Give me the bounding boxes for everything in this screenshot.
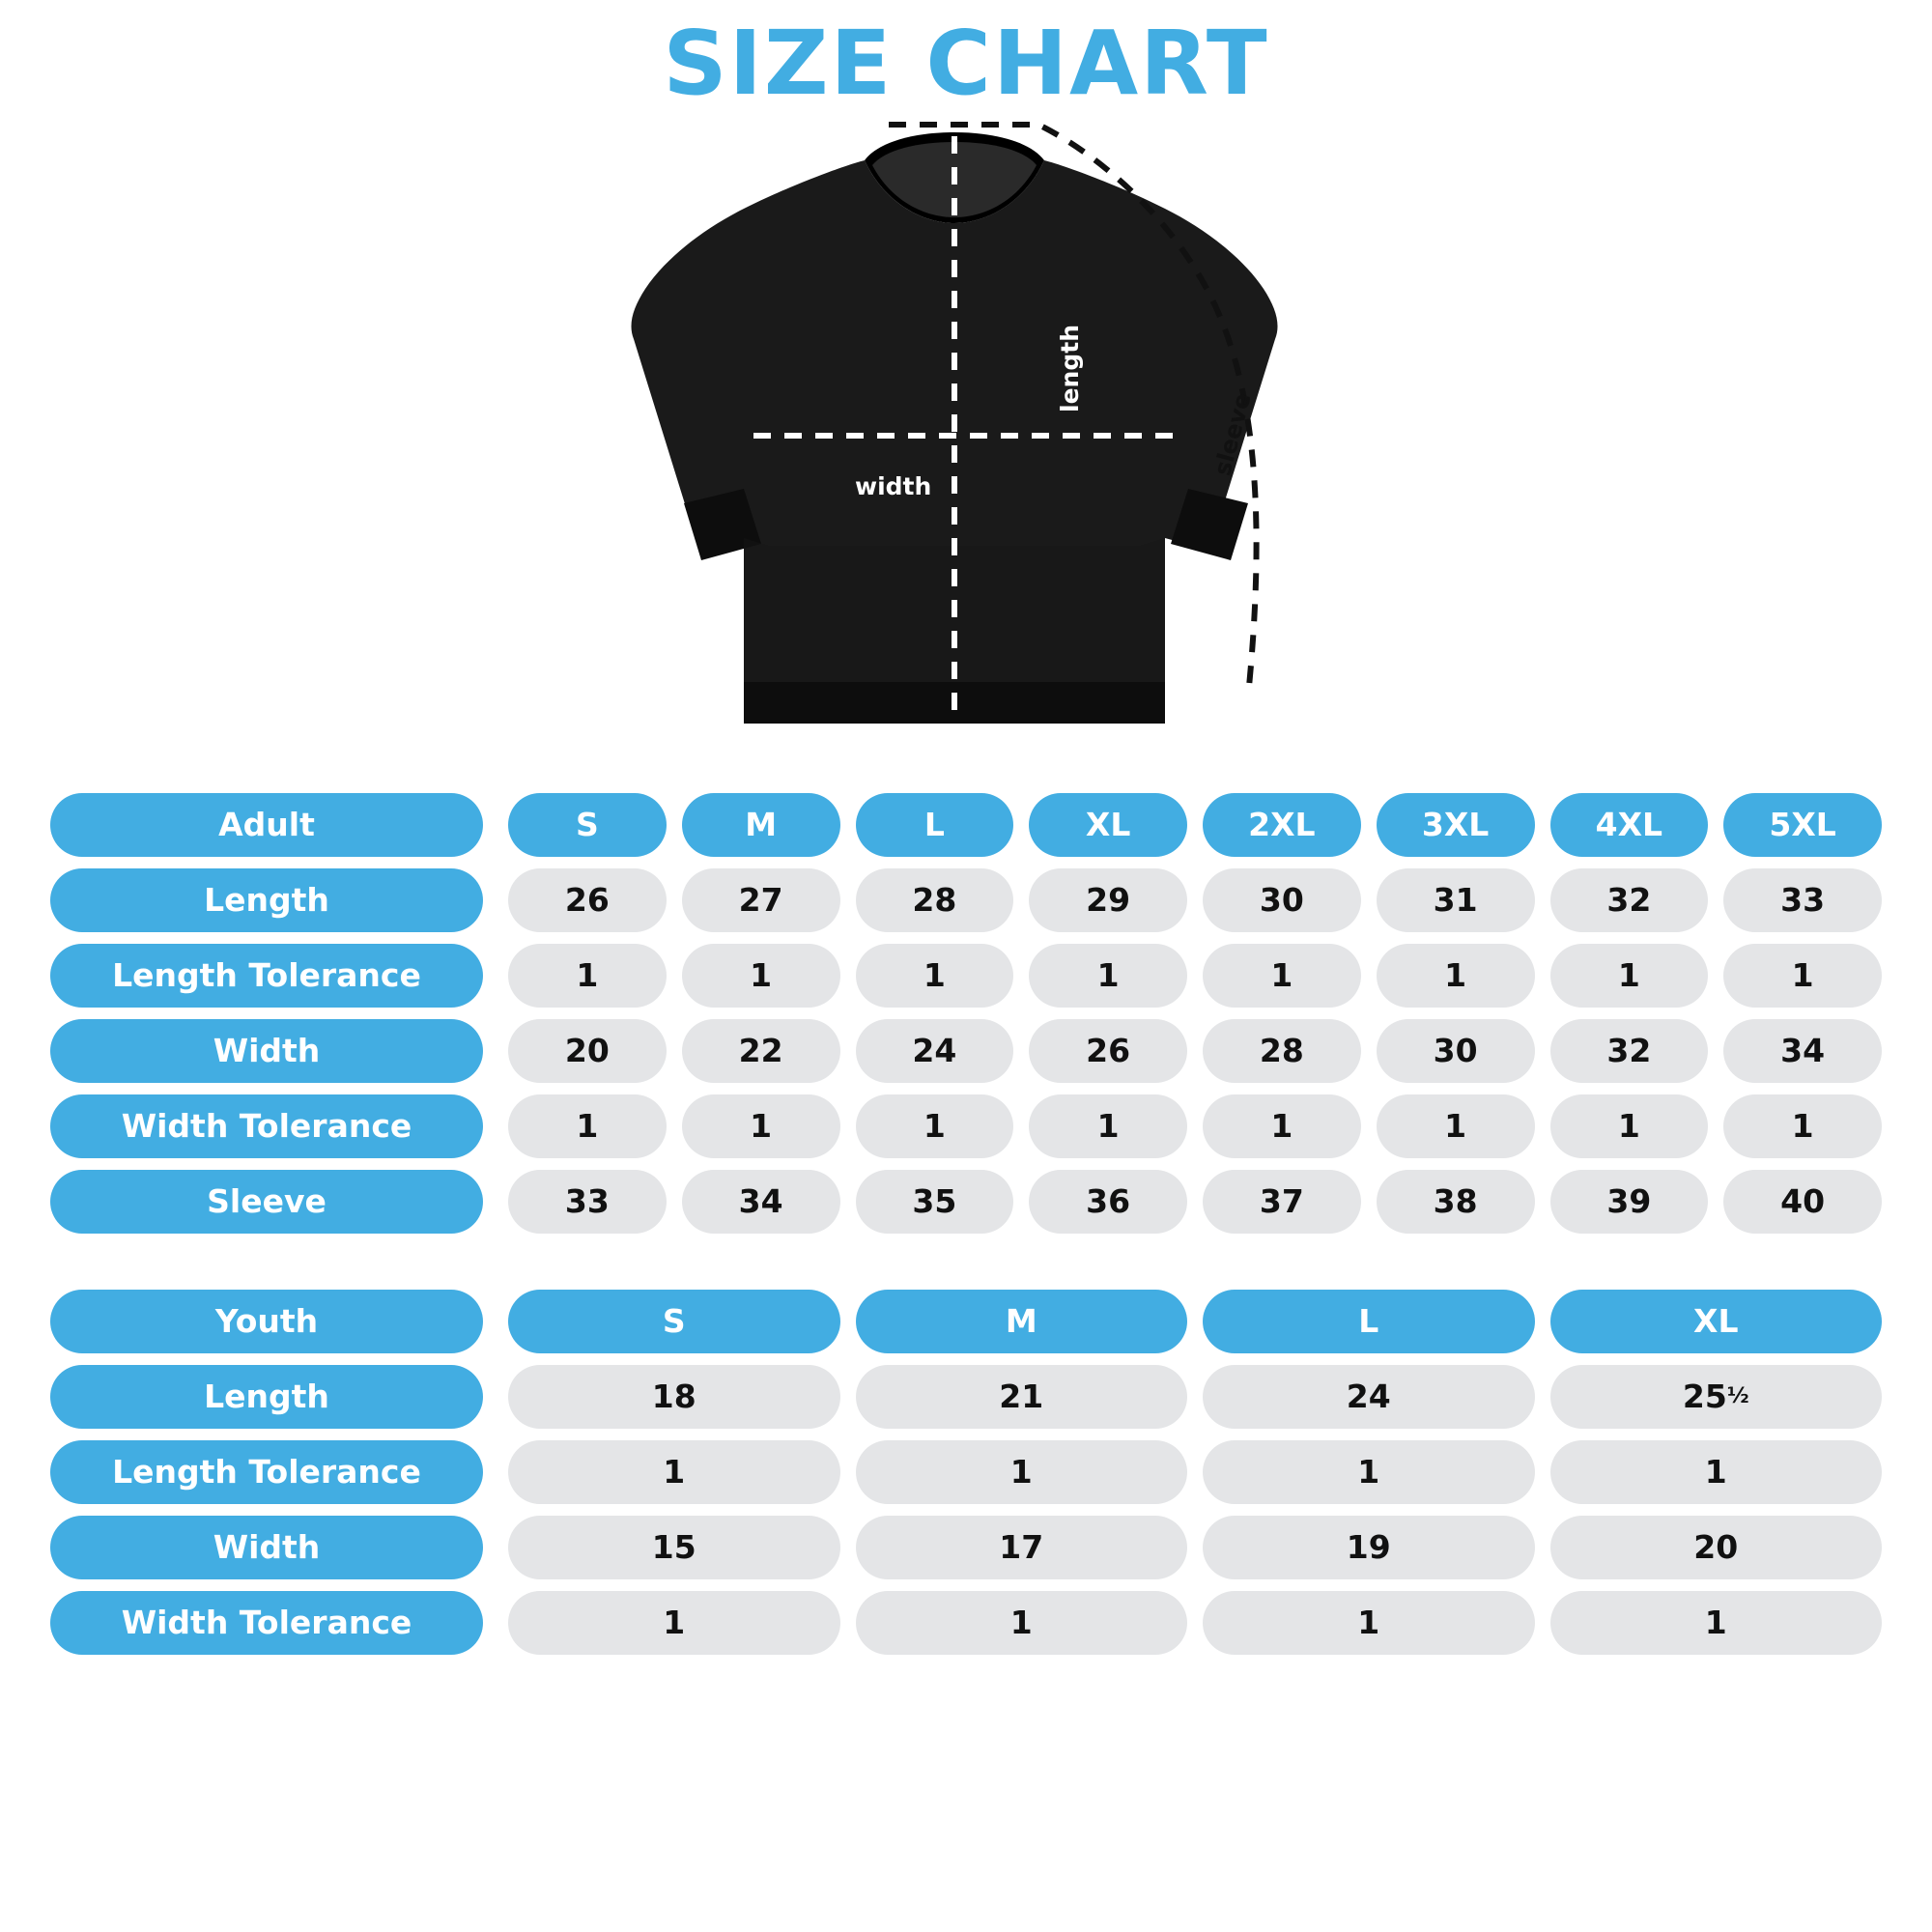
adult-size-table: [0, 793, 1932, 1234]
cell-value: 21: [856, 1365, 1188, 1429]
cell-value: 19: [1203, 1516, 1535, 1579]
cell-value-fraction: [1550, 1365, 1883, 1429]
row-values: [508, 1440, 1882, 1504]
row-values: [508, 868, 1882, 932]
cell-value: 24: [856, 1019, 1014, 1083]
cell-value: 20: [1550, 1516, 1883, 1579]
adult-size-2xl: 2XL: [1203, 793, 1361, 857]
cell-value: 1: [1723, 944, 1882, 1008]
adult-size-headers: [508, 793, 1882, 857]
youth-size-xl: XL: [1550, 1290, 1883, 1353]
cell-value: 33: [1723, 868, 1882, 932]
cell-value: 32: [1550, 1019, 1709, 1083]
cell-value: 1: [856, 1094, 1014, 1158]
cell-value: 22: [682, 1019, 840, 1083]
adult-size-4xl: 4XL: [1550, 793, 1709, 857]
youth-header-label: Youth: [50, 1290, 483, 1353]
row-values: [508, 1170, 1882, 1234]
cell-value: 28: [856, 868, 1014, 932]
cell-value: 1: [508, 1094, 667, 1158]
cell-value: 1: [1203, 1440, 1535, 1504]
length-dimension-label: length: [1056, 324, 1084, 412]
width-dimension-label: width: [855, 471, 932, 500]
cell-value: 28: [1203, 1019, 1361, 1083]
cell-value: 1: [1377, 944, 1535, 1008]
cell-value: 37: [1203, 1170, 1361, 1234]
cell-value: 39: [1550, 1170, 1709, 1234]
row-values: [508, 1365, 1882, 1429]
table-row: [50, 944, 1882, 1008]
cell-value: 1: [856, 1591, 1188, 1655]
cell-value: 31: [1377, 868, 1535, 932]
row-label: Length: [50, 1365, 483, 1429]
cell-value: 18: [508, 1365, 840, 1429]
cell-value: 1: [508, 944, 667, 1008]
cell-value: 1: [682, 1094, 840, 1158]
cell-value-whole: 25: [1682, 1378, 1727, 1416]
cell-value: 27: [682, 868, 840, 932]
row-label: Length Tolerance: [50, 1440, 483, 1504]
cell-value: 34: [682, 1170, 840, 1234]
cell-value: 1: [682, 944, 840, 1008]
cell-value: 1: [508, 1440, 840, 1504]
adult-size-5xl: 5XL: [1723, 793, 1882, 857]
cell-value: 1: [508, 1591, 840, 1655]
youth-size-table: [0, 1290, 1932, 1655]
table-row: [50, 1516, 1882, 1579]
row-label: Width: [50, 1516, 483, 1579]
row-label: Sleeve: [50, 1170, 483, 1234]
row-label: Length: [50, 868, 483, 932]
cell-value: 1: [1550, 944, 1709, 1008]
row-values: [508, 1094, 1882, 1158]
adult-size-xl: XL: [1029, 793, 1187, 857]
cell-value: 1: [1029, 944, 1187, 1008]
garment-illustration: [0, 117, 1932, 793]
row-values: [508, 1516, 1882, 1579]
table-row: [50, 1019, 1882, 1083]
row-values: [508, 1019, 1882, 1083]
youth-size-s: S: [508, 1290, 840, 1353]
cell-value: 24: [1203, 1365, 1535, 1429]
youth-header-row: [50, 1290, 1882, 1353]
table-row: [50, 1591, 1882, 1655]
cell-value: 38: [1377, 1170, 1535, 1234]
cell-value: 1: [1723, 1094, 1882, 1158]
cell-value: 1: [1203, 1591, 1535, 1655]
table-row: [50, 868, 1882, 932]
cell-value: 33: [508, 1170, 667, 1234]
row-values: [508, 1591, 1882, 1655]
row-label: Width Tolerance: [50, 1591, 483, 1655]
cell-value: 26: [508, 868, 667, 932]
sleeve-dimension-label: sleeve: [1208, 389, 1257, 478]
cell-value: 30: [1203, 868, 1361, 932]
adult-header-row: [50, 793, 1882, 857]
youth-size-l: L: [1203, 1290, 1535, 1353]
cell-value: 36: [1029, 1170, 1187, 1234]
cell-value: 1: [1203, 944, 1361, 1008]
adult-size-m: M: [682, 793, 840, 857]
page-title: SIZE CHART: [663, 12, 1269, 115]
cell-value: 1: [856, 1440, 1188, 1504]
cell-value-fraction-part: ½: [1726, 1383, 1749, 1408]
adult-size-3xl: 3XL: [1377, 793, 1535, 857]
table-spacer: [0, 1245, 1932, 1290]
table-row: [50, 1365, 1882, 1429]
cell-value: 32: [1550, 868, 1709, 932]
adult-header-label: Adult: [50, 793, 483, 857]
table-row: [50, 1094, 1882, 1158]
adult-size-s: S: [508, 793, 667, 857]
row-values: [508, 944, 1882, 1008]
row-label: Length Tolerance: [50, 944, 483, 1008]
cell-value: 1: [1029, 1094, 1187, 1158]
cell-value: 29: [1029, 868, 1187, 932]
cell-value: 30: [1377, 1019, 1535, 1083]
adult-size-l: L: [856, 793, 1014, 857]
cell-value: 34: [1723, 1019, 1882, 1083]
cell-value: 20: [508, 1019, 667, 1083]
youth-size-headers: [508, 1290, 1882, 1353]
cell-value: 1: [1377, 1094, 1535, 1158]
cell-value: 1: [1550, 1094, 1709, 1158]
youth-size-m: M: [856, 1290, 1188, 1353]
cell-value: 17: [856, 1516, 1188, 1579]
cell-value: 15: [508, 1516, 840, 1579]
cell-value: 35: [856, 1170, 1014, 1234]
cell-value: 26: [1029, 1019, 1187, 1083]
row-label: Width Tolerance: [50, 1094, 483, 1158]
cell-value: 1: [1203, 1094, 1361, 1158]
cell-value: 1: [1550, 1440, 1883, 1504]
cell-value: 1: [1550, 1591, 1883, 1655]
row-label: Width: [50, 1019, 483, 1083]
cell-value: 40: [1723, 1170, 1882, 1234]
table-row: [50, 1170, 1882, 1234]
cell-value: 1: [856, 944, 1014, 1008]
table-row: [50, 1440, 1882, 1504]
